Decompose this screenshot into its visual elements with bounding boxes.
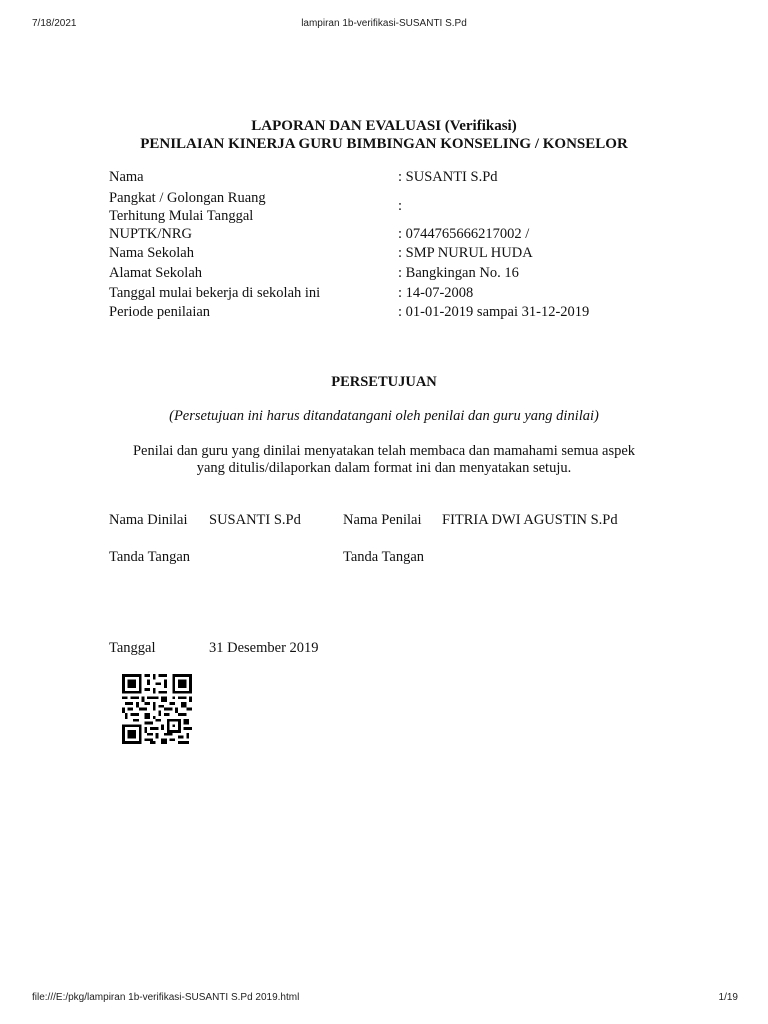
field-label: Nama <box>109 169 144 185</box>
penilai-label: Nama Penilai <box>343 512 422 528</box>
field-value: : Bangkingan No. 16 <box>398 265 519 282</box>
date-label: Tanggal <box>109 640 156 656</box>
field-value: : 14-07-2008 <box>398 284 474 301</box>
print-page-title: lampiran 1b-verifikasi-SUSANTI S.Pd <box>301 18 467 29</box>
field-value: : <box>398 197 403 214</box>
field-value: : SMP NURUL HUDA <box>398 245 533 262</box>
field-label: Tanggal mulai bekerja di sekolah ini <box>109 284 321 301</box>
print-footer <box>0 992 768 1006</box>
approval-note: (Persetujuan ini harus ditandatangani oleh penilai dan guru yang dinilai) <box>169 408 599 424</box>
field-value: : 01-01-2019 sampai 31-12-2019 <box>398 304 590 321</box>
field-label-line-1: Pangkat / Golongan Ruang <box>109 189 266 206</box>
statement-line-2: yang ditulis/dilaporkan dalam format ini dan menyatakan setuju. <box>196 460 572 476</box>
page-number: 1/19 <box>718 992 738 1003</box>
penilai-name: FITRIA DWI AGUSTIN S.Pd <box>442 512 618 528</box>
field-value: : SUSANTI S.Pd <box>398 169 498 185</box>
section-title: PERSETUJUAN <box>331 374 437 390</box>
field-label: Periode penilaian <box>109 304 211 321</box>
signature-label-dinilai: Tanda Tangan <box>109 549 191 565</box>
statement-line-1: Penilai dan guru yang dinilai menyatakan telah membaca dan mamahami semua aspek <box>132 443 636 459</box>
field-label <box>109 189 394 225</box>
dinilai-name: SUSANTI S.Pd <box>209 512 301 528</box>
print-header <box>0 18 768 32</box>
dinilai-label: Nama Dinilai <box>109 512 188 528</box>
approval-statement <box>100 443 668 477</box>
field-label-line-2: Terhitung Mulai Tanggal <box>109 207 254 224</box>
document-title <box>0 117 768 153</box>
title-line-1: LAPORAN DAN EVALUASI (Verifikasi) <box>251 118 517 134</box>
file-path: file:///E:/pkg/lampiran 1b-verifikasi-SUSANTI S.Pd 2019.html <box>32 992 300 1003</box>
signature-label-penilai: Tanda Tangan <box>343 549 425 565</box>
field-label: NUPTK/NRG <box>109 225 192 242</box>
qr-code-icon <box>122 673 192 745</box>
field-value: : 0744765666217002 / <box>398 225 530 242</box>
title-line-2: PENILAIAN KINERJA GURU BIMBINGAN KONSELING / KONSELOR <box>140 136 628 152</box>
field-label: Alamat Sekolah <box>109 265 203 282</box>
date-value: 31 Desember 2019 <box>209 640 319 656</box>
print-date: 7/18/2021 <box>32 18 77 29</box>
field-label: Nama Sekolah <box>109 245 194 262</box>
